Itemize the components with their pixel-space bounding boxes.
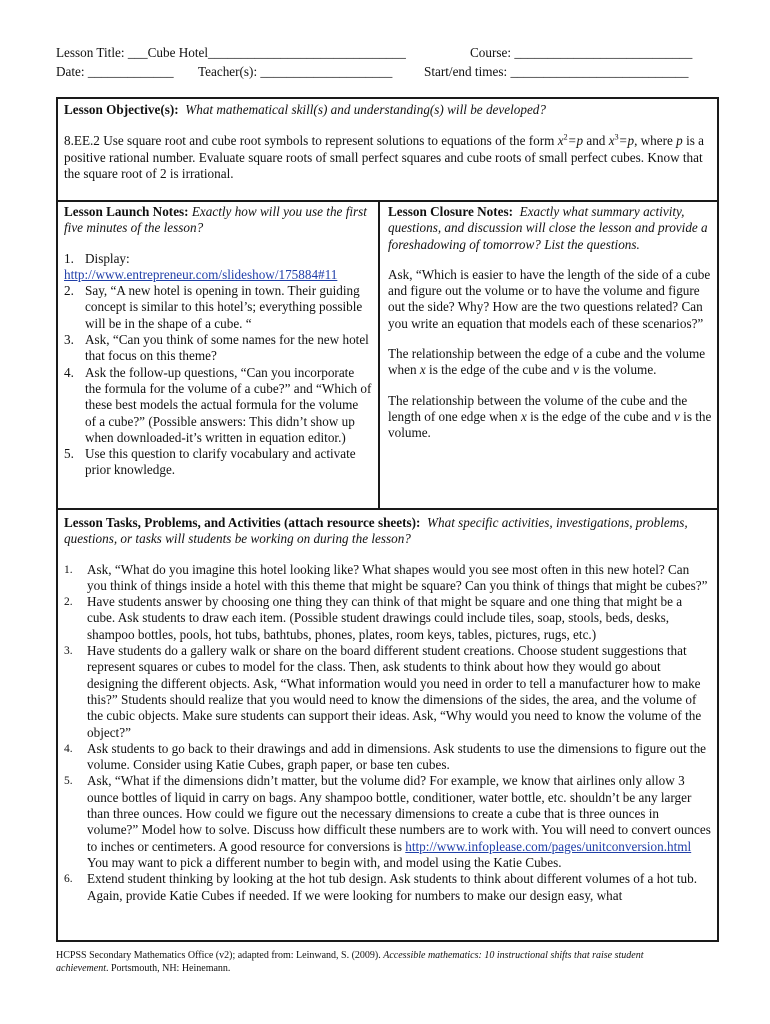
launch-closure-row <box>58 202 717 510</box>
list-item: 2. Say, “A new hotel is opening in town. Their guiding concept is similar to this hotel’s; everything possible will be in the shape of a cube. “ <box>64 283 363 331</box>
list-item: 5. Ask, “What if the dimensions didn’t matter, but the volume did? For example, we know that airlines only allow 3 ounce bottles of liquid in carry on bags. Any shampoo bottle, conditioner, water bottle, etc. shouldn’t be any larger than three ounces. How could we figure out the necessary dimensions to create a cube that is three ounces in volume?” Model how to solve. Discuss how difficult these numbers are to work with. You will need to convert ounces to inches or centimeters. A good resource for conversions is http://www.infoplease.com/pages/unitconversion.html You may want to pick a different number to begin with, and model using the Katie Cubes. <box>64 773 711 870</box>
footer-citation: HCPSS Secondary Mathematics Office (v2); adapted from: Leinwand, S. (2009). Accessible mathematics: 10 instructional shifts that raise student achievement. Portsmouth, NH: Heinemann. <box>56 950 644 974</box>
list-item: 1. Display: <box>64 250 130 266</box>
tasks-prompt: What specific activities, investigations, problems, questions, or tasks will students be working on during the lesson? <box>64 515 688 547</box>
start-end-times-field: Start/end times: ___________________________ <box>424 64 689 79</box>
launch-steps-list <box>64 251 372 267</box>
tasks-section <box>58 512 717 940</box>
closure-prompt: Exactly what summary activity, questions, and discussion will close the lesson and provide a foreshadowing of tomorrow? List the questions. <box>388 204 708 252</box>
closure-relationship-2: The relationship between the volume of the cube and the length of one edge when x is the edge of the cube and v is the volume. <box>388 392 712 441</box>
lesson-plan-table <box>56 97 719 942</box>
closure-heading: Lesson Closure Notes: <box>388 204 514 219</box>
course-field: Course: ___________________________ <box>470 45 693 60</box>
tasks-list <box>64 562 711 904</box>
list-item: 5. Use this question to clarify vocabulary and activate prior knowledge. <box>64 446 356 478</box>
list-item: 2. Have students answer by choosing one thing they can think of that might be square and one thing that might be a cube. Ask students to draw each item. (Possible student drawings could include tiles, soap, stools, beds, desks, shampoo bottles, pools, hot tubs, bathtubs, phones, plates, room keys, tables, pictures, rugs, etc.) <box>64 594 683 642</box>
teachers-field: Teacher(s): ____________________ <box>198 64 393 79</box>
objectives-prompt: What mathematical skill(s) and understanding(s) will be developed? <box>185 102 546 117</box>
launch-prompt: Exactly how will you use the first five minutes of the lesson? <box>64 204 367 236</box>
objectives-standard: 8.EE.2 Use square root and cube root symbols to represent solutions to equations of the form $x^2=p$ and $x^3=p$, where p is a positive rational number. Evaluate square roots of small perfect squares and cube roots of small perfect cubes. Know that the square root of 2 is irrational. <box>64 132 705 181</box>
list-item: 1. Ask, “What do you imagine this hotel looking like? What shapes would you see most often in this new hotel? Can you think of things inside a hotel with this theme that might be square? Can you think of things that might be cubes?” <box>64 561 708 593</box>
list-item: 3. Ask, “Can you think of some names for the new hotel that focus on this theme? <box>64 332 369 364</box>
launch-steps-list-cont <box>64 283 372 479</box>
entrepreneur-slideshow-link[interactable]: http://www.entrepreneur.com/slideshow/175884#11 <box>64 266 338 282</box>
list-item: 4. Ask students to go back to their drawings and add in dimensions. Ask students to use the dimensions to figure out the volume. Consider using Katie Cubes, graph paper, or base ten cubes. <box>64 740 707 773</box>
closure-relationship-1: The relationship between the edge of a cube and the volume when x is the edge of the cube and v is the volume. <box>388 346 706 378</box>
closure-notes-section <box>382 202 719 508</box>
date-field: Date: _____________ <box>56 64 174 79</box>
list-item: 6. Extend student thinking by looking at the hot tub design. Ask students to think about different volumes of a hot tub. Again, provide Katie Cubes if needed. If we were looking for numbers to make our design easy, what <box>64 871 697 903</box>
list-item: 3. Have students do a gallery walk or share on the board different student creations. Choose student suggestions that represent squares or cubes to model for the class. Then, ask students to think about how they would go about designing the different objects. Ask, “What information would you need in order to tell a manufacturer how to make this?” Students should realize that you would need to know the dimensions of the sides, the area, and the volume of the cubic objects. Make sure students can support their ideas. Ask, “Why would you need to know the volume of the object?” <box>64 643 702 740</box>
tasks-heading: Lesson Tasks, Problems, and Activities (attach resource sheets): <box>64 515 421 530</box>
objectives-section <box>58 99 717 202</box>
launch-heading: Lesson Launch Notes: <box>64 204 189 219</box>
closure-question: Ask, “Which is easier to have the length of the side of a cube and figure out the volume or to have the volume and figure out the side? Why? How are the two questions related? Can you write an equation that models each of these scenarios?” <box>388 266 711 331</box>
list-item: 4. Ask the follow-up questions, “Can you incorporate the formula for the volume of a cube?” and “Which of these best models the actual formula for the volume of a cube?” (Possible answers: This didn’t show up when downloaded-it’s written in equation editor.) <box>64 364 372 445</box>
launch-notes-section <box>58 202 380 508</box>
infoplease-conversion-link[interactable]: http://www.infoplease.com/pages/unitconversion.html <box>405 838 692 854</box>
lesson-title-field: Lesson Title: ___Cube Hotel______________________________ <box>56 45 406 60</box>
objectives-heading: Lesson Objective(s): <box>64 102 179 117</box>
